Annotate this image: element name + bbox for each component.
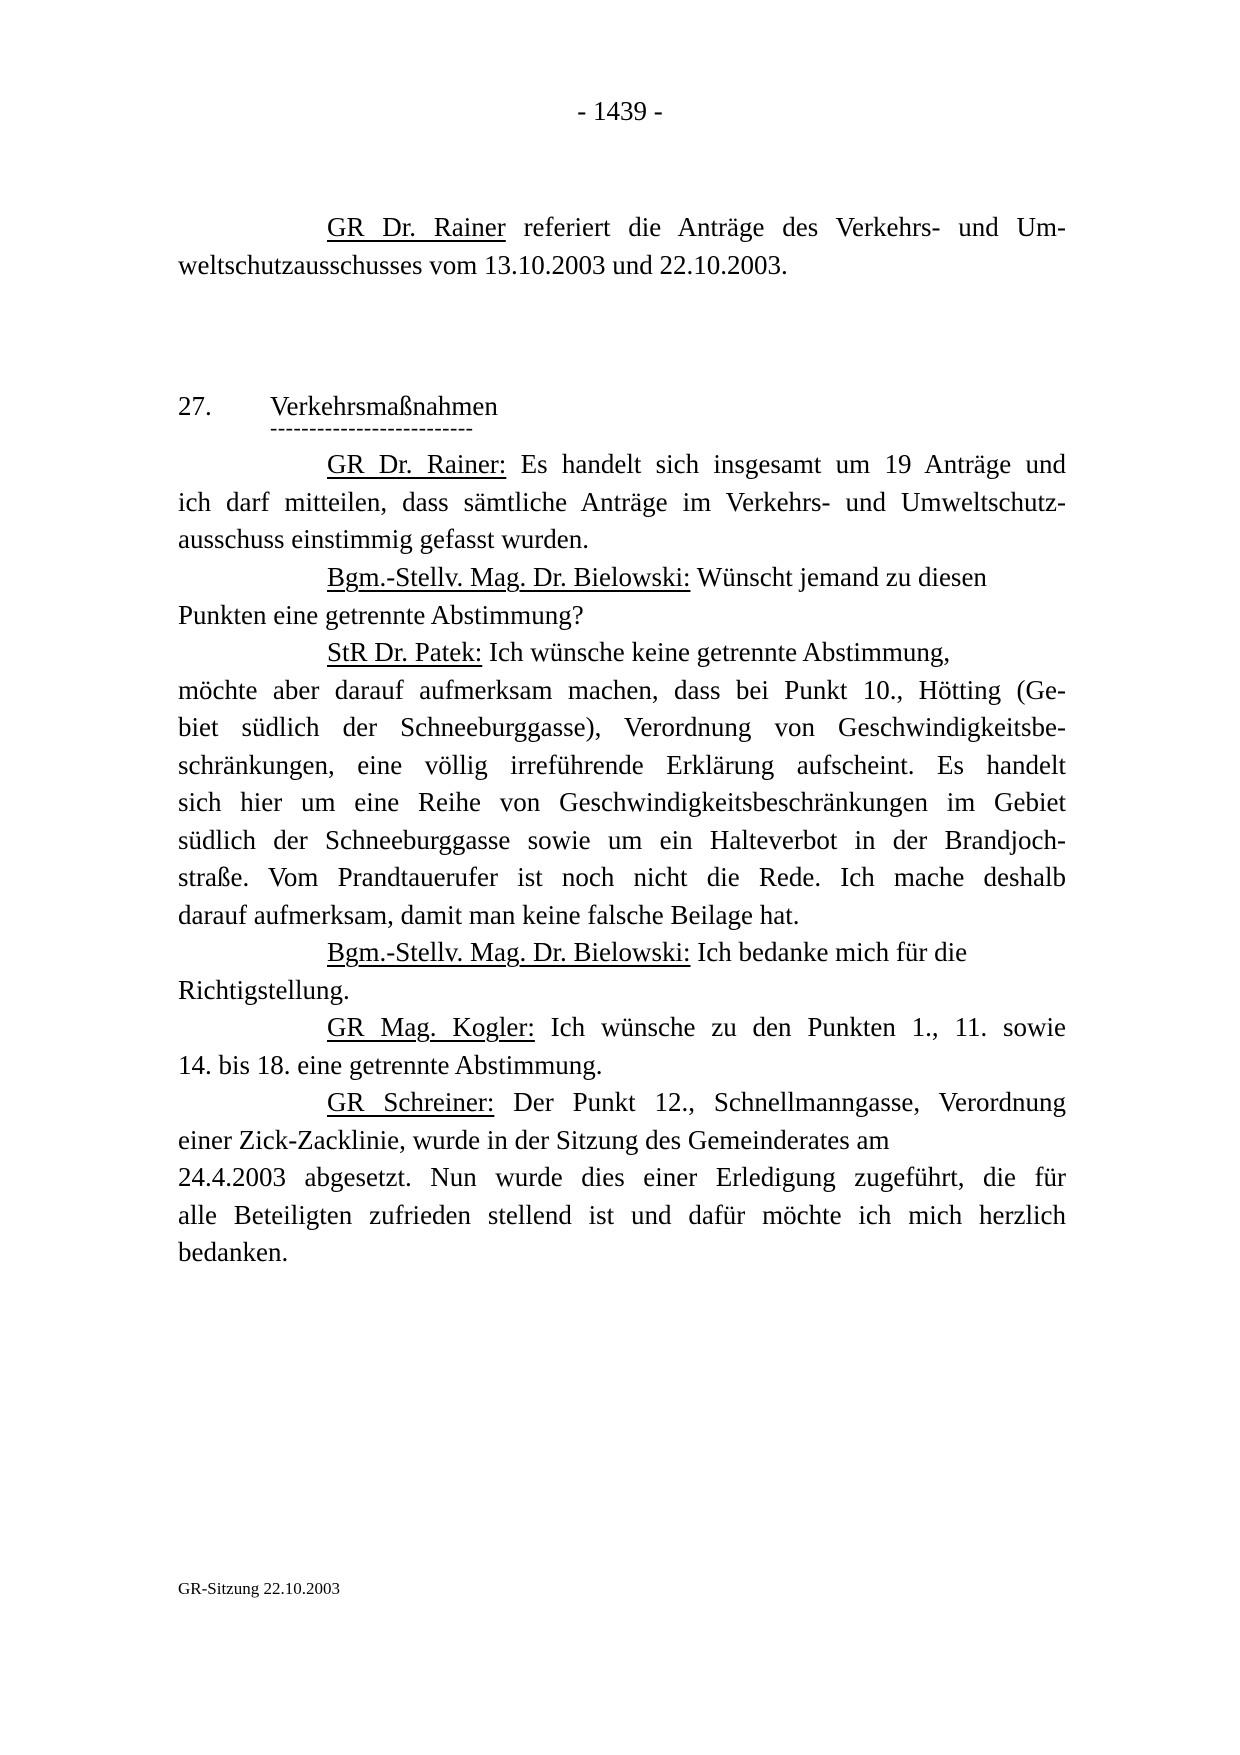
statement-line: 24.4.2003 abgesetzt. Nun wurde dies einer Erledigung zugeführt, die für xyxy=(178,1162,1066,1192)
statement xyxy=(178,1009,1066,1084)
statement xyxy=(178,446,1066,559)
statement-first-line: GR Mag. Kogler: Ich wünsche zu den Punkten 1., 11. sowie xyxy=(327,1012,1066,1042)
statement xyxy=(178,1084,1066,1272)
statement xyxy=(178,634,1066,934)
statement-first-line: StR Dr. Patek: Ich wünsche keine getrennte Abstimmung, xyxy=(327,637,951,667)
statement-line: 14. bis 18. eine getrennte Abstimmung. xyxy=(178,1049,603,1080)
statement-line: straße. Vom Prandtauerufer ist noch nicht die Rede. Ich mache deshalb xyxy=(178,862,1066,892)
statement-line: sich hier um eine Reihe von Geschwindigkeitsbeschränkungen im Gebiet xyxy=(178,787,1066,817)
statement-first-line: Bgm.-Stellv. Mag. Dr. Bielowski: Ich bedanke mich für die xyxy=(327,937,968,967)
statement-line: Richtigstellung. xyxy=(178,974,350,1005)
speaker-name: GR Schreiner: xyxy=(327,1087,495,1117)
statement-line: Punkten eine getrennte Abstimmung? xyxy=(178,599,584,630)
section-number: 27. xyxy=(178,391,212,421)
statement-line: alle Beteiligten zufrieden stellend ist und dafür möchte ich mich herzlich xyxy=(178,1199,1066,1230)
speaker-name: GR Dr. Rainer xyxy=(327,212,506,242)
statement-line: bedanken. xyxy=(178,1237,289,1267)
section-title-underline: -------------------------- xyxy=(270,415,474,440)
intro-paragraph xyxy=(178,209,1066,284)
statement xyxy=(178,934,1066,1009)
statement-line: ausschuss einstimmig gefasst wurden. xyxy=(178,524,589,554)
statement-first-line: GR Dr. Rainer: Es handelt sich insgesamt um 19 Anträge und xyxy=(327,449,1067,479)
statement-line: ich darf mitteilen, dass sämtliche Anträge im Verkehrs- und Umweltschutz- xyxy=(178,486,1066,517)
intro-line-1 xyxy=(178,209,1066,247)
speaker-name: Bgm.-Stellv. Mag. Dr. Bielowski: xyxy=(327,937,691,967)
statement xyxy=(178,559,1066,634)
speaker-name: StR Dr. Patek: xyxy=(327,637,483,667)
statement-first-line: GR Schreiner: Der Punkt 12., Schnellmanngasse, Verordnung xyxy=(327,1087,1066,1117)
statement-line: südlich der Schneeburggasse sowie um ein Halteverbot in der Brandjoch- xyxy=(178,824,1066,855)
section-title: Verkehrsmaßnahmen xyxy=(270,391,498,421)
speaker-name: Bgm.-Stellv. Mag. Dr. Bielowski: xyxy=(327,562,691,592)
statement-line: möchte aber darauf aufmerksam machen, dass bei Punkt 10., Hötting (Ge- xyxy=(178,674,1066,705)
statement-line: darauf aufmerksam, damit man keine falsche Beilage hat. xyxy=(178,899,800,930)
intro-line-2: weltschutzausschusses vom 13.10.2003 und 22.10.2003. xyxy=(178,249,788,280)
statement-first-line: Bgm.-Stellv. Mag. Dr. Bielowski: Wünscht jemand zu diesen xyxy=(327,562,987,592)
statement-line: einer Zick-Zacklinie, wurde in der Sitzung des Gemeinderates am xyxy=(178,1124,890,1155)
statement-line: biet südlich der Schneeburggasse), Verordnung von Geschwindigkeitsbe- xyxy=(178,712,1066,742)
statement-line: schränkungen, eine völlig irreführende Erklärung aufscheint. Es handelt xyxy=(178,749,1066,780)
footer-session-label: GR-Sitzung 22.10.2003 xyxy=(178,1579,340,1598)
speaker-name: GR Mag. Kogler: xyxy=(327,1012,535,1042)
speaker-name: GR Dr. Rainer: xyxy=(327,449,507,479)
page-number: - 1439 - xyxy=(577,96,663,126)
intro-text: referiert die Anträge des Verkehrs- und Um- xyxy=(523,212,1067,242)
